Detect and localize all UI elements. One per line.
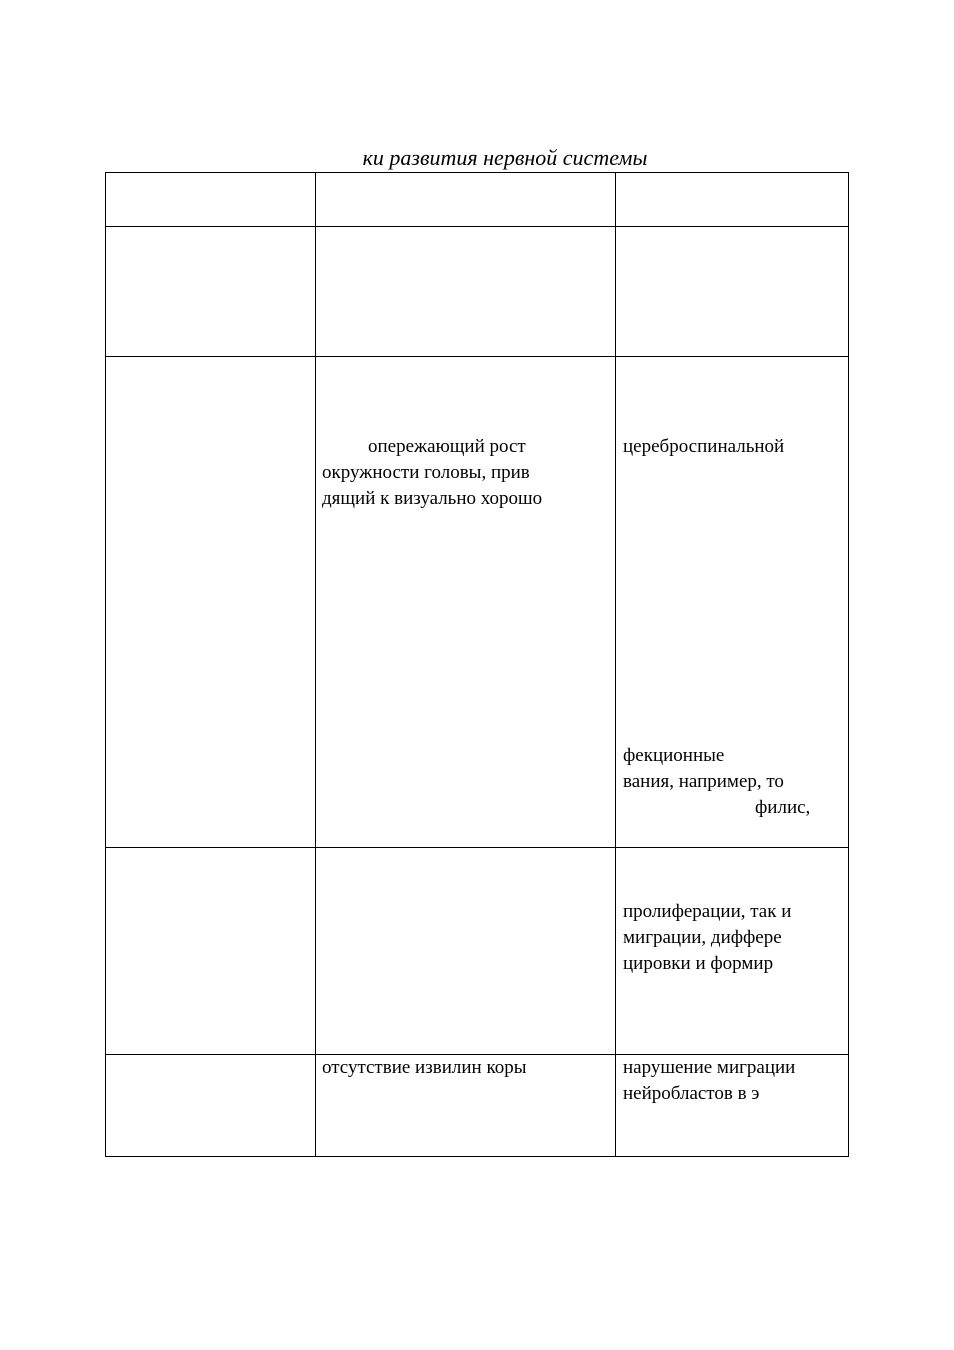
table-cell-text: нейробластов в э xyxy=(623,1083,760,1104)
row-divider-3 xyxy=(106,847,848,848)
table-cell-text: филис, xyxy=(755,797,811,818)
table-cell-text: миграции, диффере xyxy=(623,927,782,948)
nervous-system-anomalies-table xyxy=(105,172,849,1157)
row-divider-2 xyxy=(106,356,848,357)
column-divider-2 xyxy=(615,173,616,1156)
table-cell-text: опережающий рост xyxy=(368,436,526,457)
table-cell-text: вания, например, то xyxy=(623,771,784,792)
table-cell-text: окружности головы, прив xyxy=(322,462,530,483)
table-cell-text: пролиферации, так и xyxy=(623,901,792,922)
table-cell-text: цировки и формир xyxy=(623,953,774,974)
table-cell-text: отсутствие извилин коры xyxy=(322,1057,527,1078)
column-divider-1 xyxy=(315,173,316,1156)
table-cell-text: дящий к визуально хорошо xyxy=(322,488,543,509)
table-cell-text: фекционные xyxy=(623,745,725,766)
table-title: ки развития нервной системы xyxy=(362,145,648,170)
table-cell-text: цереброспинальной xyxy=(623,436,785,457)
row-divider-1 xyxy=(106,226,848,227)
table-cell-text: нарушение миграции xyxy=(623,1057,796,1078)
